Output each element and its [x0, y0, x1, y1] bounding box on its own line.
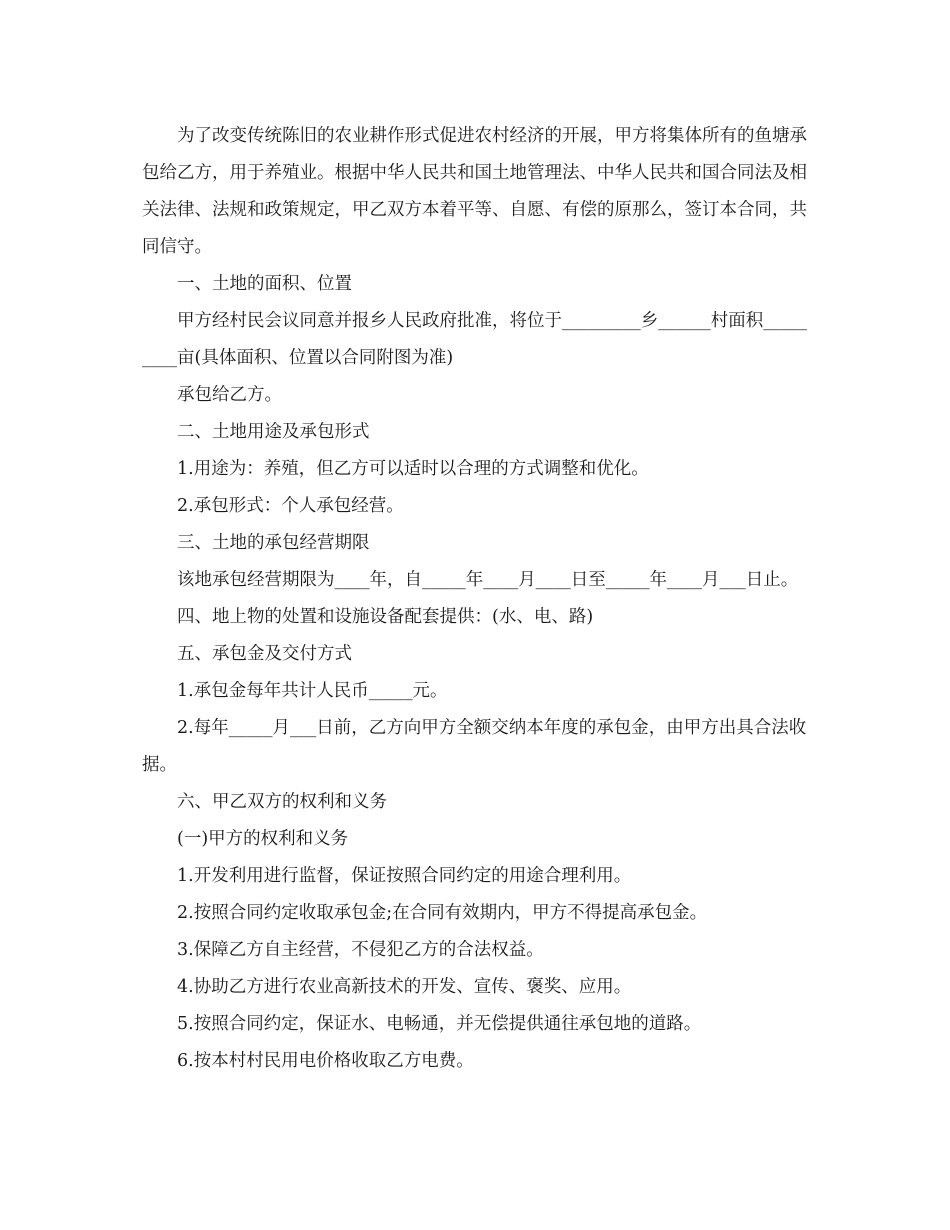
party-a-item-5: 5.按照合同约定，保证水、电畅通，并无偿提供通往承包地的道路。: [177, 1014, 702, 1034]
section-heading-rights: 六、甲乙双方的权利和义务: [177, 792, 387, 812]
contract-to-party-b: 承包给乙方。: [177, 385, 282, 405]
land-use-item-2: 2.承包形式：个人承包经营。: [177, 496, 404, 516]
land-use-item-1: 1.用途为：养殖，但乙方可以适时以合理的方式调整和优化。: [177, 459, 649, 479]
section-heading-payment: 五、承包金及交付方式: [177, 644, 352, 664]
section-heading-land-use: 二、土地用途及承包形式: [177, 422, 370, 442]
section-heading-facilities: 四、地上物的处置和设施设备配套提供：(水、电、路): [177, 607, 594, 627]
party-a-item-1: 1.开发利用进行监督，保证按照合同约定的用途合理利用。: [177, 866, 632, 886]
party-a-item-6: 6.按本村村民用电价格收取乙方电费。: [177, 1051, 474, 1071]
party-a-item-4: 4.协助乙方进行农业高新技术的开发、宣传、褒奖、应用。: [177, 977, 632, 997]
intro-paragraph: 为了改变传统陈旧的农业耕作形式促进农村经济的开展，甲方将集体所有的鱼塘承包给乙方，用于养殖业。根据中华人民共和国土地管理法、中华人民共和国合同法及相关法律、法规和政策规定，甲乙双方本着平等、自愿、有偿的原那么，签订本合同，共同信守。: [142, 126, 807, 257]
party-a-item-2: 2.按照合同约定收取承包金;在合同有效期内，甲方不得提高承包金。: [177, 903, 708, 923]
payment-item-2: 2.每年_____月___日前，乙方向甲方全额交纳本年度的承包金，由甲方出具合法收据。: [142, 718, 807, 775]
term-paragraph: 该地承包经营期限为____年，自_____年____月____日至_____年____月___日止。: [177, 570, 799, 590]
contract-body: [142, 118, 807, 1080]
party-a-item-3: 3.保障乙方自主经营，不侵犯乙方的合法权益。: [177, 940, 544, 960]
section-heading-land-area: 一、土地的面积、位置: [177, 274, 352, 294]
payment-item-1: 1.承包金每年共计人民币_____元。: [177, 681, 448, 701]
subsection-heading-party-a: (一)甲方的权利和义务: [177, 829, 349, 849]
section-heading-term: 三、土地的承包经营期限: [177, 533, 370, 553]
land-location-paragraph: 甲方经村民会议同意并报乡人民政府批准，将位于_________乡______村面积_________亩(具体面积、位置以合同附图为准): [142, 311, 807, 368]
